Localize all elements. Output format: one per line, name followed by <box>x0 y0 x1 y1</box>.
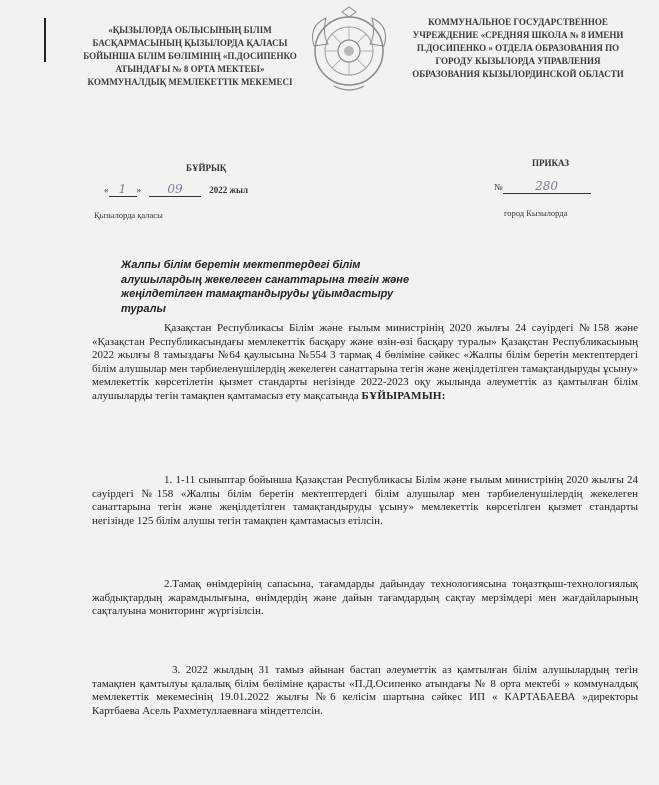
margin-mark <box>44 18 46 62</box>
header-kz: «ҚЫЗЫЛОРДА ОБЛЫСЫНЫҢ БІЛІМ БАСҚАРМАСЫНЫҢ ҚЫЗЫЛОРДА ҚАЛАСЫ БОЙЫНША БІЛІМ БӨЛІМІНІҢ «П.ДОСИПЕНКО АТЫНДАҒЫ № 8 ОРТА МЕКТЕБІ» КОММУНАЛДЫҚ МЕМЛЕКЕТТІК МЕКЕМЕСІ <box>83 25 297 87</box>
number-prefix: № <box>494 182 503 192</box>
order-label-kz: БҰЙРЫҚ <box>186 163 227 173</box>
city-kz: Қызылорда қаласы <box>94 210 163 220</box>
order-item-3: 3. 2022 жылдың 31 тамыз айынан бастап әлеуметтік аз қамтылған білім алушылардың тегін тамақпен қамтылуы қалалық білім бөліміне қарасты «П.Д.Осипенко атындағы № 8 орта мектебі » коммуналдық мемлекеттік мекемесінің 19.01.2022 жылғы №6 келісім шартына сәйкес ИП « КАРТАБАЕВА »директоры Картбаева Асель Рахметуллаевнаға міндеттелсін. <box>92 664 638 717</box>
date-month: 09 <box>149 184 201 197</box>
date-year: 2022 жыл <box>209 185 249 195</box>
date-close-quote: » <box>136 185 141 195</box>
document-title: Жалпы білім беретін мектептердегі білім алушылардың жекелеген санаттарына тегін және жеңілдетілген тамақтандыруды ұйымдастыру туралы <box>121 259 410 315</box>
command-word: БҰЙЫРАМЫН: <box>361 389 446 402</box>
state-emblem-icon <box>304 6 394 96</box>
preamble-text: Қазақстан Республикасы Білім және ғылым министрінің 2020 жылғы 24 сәуірдегі №158 және «Қазақстан Республикасындағы мемлекеттік басқару және өзін-өзі басқару туралы» Қазақстан Республикасының 2022 жылғы 8 тамыздағы №64 қаулысына №554 3 тармақ 4 бөліміне сәйкес «Жалпы білім беретін мектептердегі білім алушылар мен тәрбиеленушілердің жекелеген санаттарына тегін және жеңілдетілген тамақтандыруды ұсыну» мемлекеттік көрсетілетін қызмет стандарты негізінде 2022-2023 оқу жылында әлеуметтік аз қамтылған білім алушыларды тегін тамақпен қамтамасыз ету мақсатында <box>92 322 638 402</box>
date-open-quote: « <box>104 185 109 195</box>
order-item-2: 2.Тамақ өнімдерінің сапасына, тағамдарды дайындау технологиясына тоңазтқыш-технологиялық жабдықтардың жарамдылығына, өнімдердің және дайын тағамдардың сақтау мерзімдері мен жағдайларының сақталуына мониторинг жүргізілсін. <box>92 578 638 617</box>
order-item-1: 1. 1-11 сыныптар бойынша Қазақстан Республикасы Білім және ғылым министрінің 2020 жылғы 24 сәуірдегі №158 «Жалпы білім беретін мектептердегі білім алушылар мен тәрбиеленушілердің жекелеген санаттарына тегін және жеңілдетілген тамақтандыруды ұсыну» мемлекеттік көрсетілген қызмет стандарты негізінде 125 білім алушы тегін тамақпен қамтамасыз етілсін. <box>92 474 638 527</box>
city-ru: город Кызылорда <box>504 208 568 218</box>
order-label-ru: ПРИКАЗ <box>532 158 570 168</box>
date-day: 1 <box>109 184 137 197</box>
number-value: 280 <box>503 181 591 194</box>
order-number <box>494 181 591 194</box>
header-ru: КОММУНАЛЬНОЕ ГОСУДАРСТВЕННОЕ УЧРЕЖДЕНИЕ «СРЕДНЯЯ ШКОЛА № 8 ИМЕНИ П.ДОСИПЕНКО » ОТДЕЛА ОБРАЗОВАНИЯ ПО ГОРОДУ КЫЗЫЛОРДА УПРАВЛЕНИЯ ОБРАЗОВАНИЯ КЫЗЫЛОРДИНСКОЙ ОБЛАСТИ <box>412 17 624 79</box>
preamble <box>92 322 638 403</box>
order-date <box>104 184 248 197</box>
